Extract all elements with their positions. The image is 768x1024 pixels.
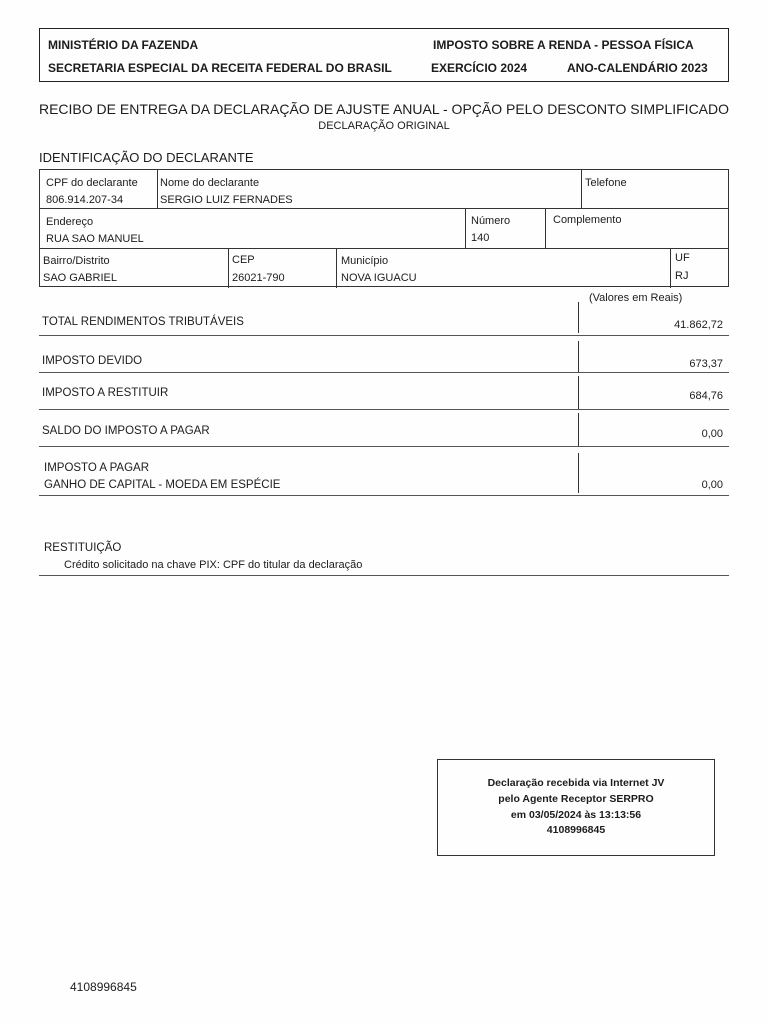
col-divider [581, 170, 582, 208]
cpf-label: CPF do declarante [46, 177, 138, 189]
row-divider [40, 208, 728, 209]
col-divider [157, 170, 158, 208]
tax-name: IMPOSTO SOBRE A RENDA - PESSOA FÍSICA [433, 38, 694, 52]
total-taxable-income-value: 41.862,72 [674, 319, 723, 331]
col-divider [465, 208, 466, 248]
cpf-value: 806.914.207-34 [46, 194, 124, 206]
calendar-year: ANO-CALENDÁRIO 2023 [567, 61, 708, 75]
number-value: 140 [471, 232, 490, 244]
tax-refund-label: IMPOSTO A RESTITUIR [42, 387, 169, 399]
complement-label: Complemento [553, 214, 622, 226]
receipt-stamp-box [437, 759, 715, 856]
row-rule [39, 372, 729, 373]
row-rule [39, 446, 729, 447]
value-divider [578, 341, 579, 372]
value-divider [578, 453, 579, 493]
stamp-line-3: em 03/05/2024 às 13:13:56 [510, 809, 642, 821]
value-divider [578, 302, 579, 333]
footer-control-number: 4108996845 [70, 980, 137, 994]
stamp-line-4: 4108996845 [546, 824, 606, 836]
uf-value: RJ [675, 270, 689, 282]
restitution-heading: RESTITUIÇÃO [44, 542, 122, 554]
tax-due-value: 673,37 [689, 358, 723, 370]
row-divider [40, 248, 728, 249]
address-value: RUA SAO MANUEL [46, 233, 144, 245]
number-label: Número [471, 215, 511, 227]
secretariat-name: SECRETARIA ESPECIAL DA RECEITA FEDERAL DO BRASIL [48, 61, 392, 75]
address-label: Endereço [46, 216, 94, 228]
identification-table [39, 169, 729, 287]
col-divider [670, 248, 671, 288]
tax-balance-label: SALDO DO IMPOSTO A PAGAR [42, 425, 210, 437]
cep-value: 26021-790 [232, 272, 285, 284]
name-label: Nome do declarante [160, 177, 260, 189]
tax-payable-label: IMPOSTO A PAGAR [44, 462, 150, 474]
row-rule [39, 335, 729, 336]
tax-refund-value: 684,76 [689, 390, 723, 402]
tax-balance-value: 0,00 [701, 428, 723, 440]
col-divider [336, 248, 337, 288]
row-rule [39, 495, 729, 496]
restitution-text: Crédito solicitado na chave PIX: CPF do titular da declaração [64, 559, 363, 571]
name-value: SERGIO LUIZ FERNADES [160, 194, 293, 206]
stamp-line-2: pelo Agente Receptor SERPRO [498, 793, 654, 805]
receipt-title: RECIBO DE ENTREGA DA DECLARAÇÃO DE AJUSTE ANUAL - OPÇÃO PELO DESCONTO SIMPLIFICADO [38, 101, 730, 117]
value-divider [578, 376, 579, 409]
header-box [39, 28, 729, 82]
city-value: NOVA IGUACU [341, 272, 417, 284]
values-unit-note: (Valores em Reais) [589, 292, 683, 304]
section-identification-title: IDENTIFICAÇÃO DO DECLARANTE [39, 150, 254, 165]
col-divider [228, 248, 229, 288]
uf-label: UF [675, 252, 690, 264]
city-label: Município [341, 255, 389, 267]
total-taxable-income-label: TOTAL RENDIMENTOS TRIBUTÁVEIS [42, 316, 244, 328]
stamp-line-1: Declaração recebida via Internet JV [487, 777, 665, 789]
row-rule [39, 409, 729, 410]
restitution-rule [39, 575, 729, 576]
ministry-name: MINISTÉRIO DA FAZENDA [48, 38, 199, 52]
exercise-year: EXERCÍCIO 2024 [431, 61, 528, 75]
tax-due-label: IMPOSTO DEVIDO [42, 355, 143, 367]
capital-gain-value: 0,00 [701, 479, 723, 491]
col-divider [545, 208, 546, 248]
capital-gain-label: GANHO DE CAPITAL - MOEDA EM ESPÉCIE [44, 479, 281, 491]
district-label: Bairro/Distrito [43, 255, 110, 267]
phone-label: Telefone [585, 177, 627, 189]
cep-label: CEP [232, 254, 255, 266]
declaration-type: DECLARAÇÃO ORIGINAL [318, 120, 450, 132]
value-divider [578, 413, 579, 446]
district-value: SAO GABRIEL [43, 272, 117, 284]
